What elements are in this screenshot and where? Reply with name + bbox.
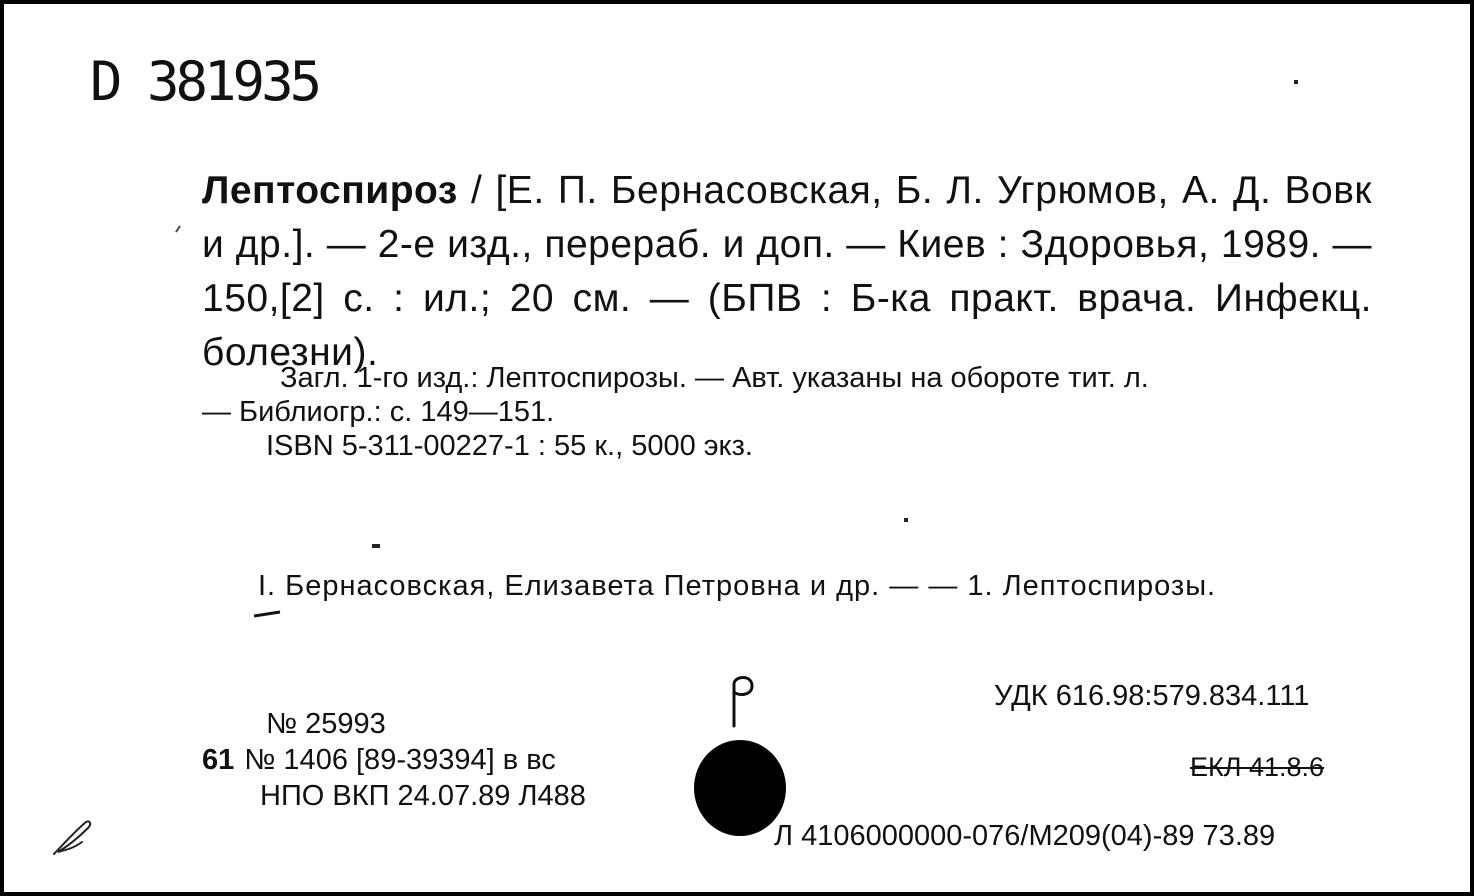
card-number: № 1406 [89-39394] в вс: [244, 744, 556, 776]
registration-number: № 25993: [266, 708, 386, 740]
isbn-line: ISBN 5-311-00227-1 : 55 к., 5000 экз.: [266, 430, 753, 462]
npo-stamp-line: НПО ВКП 24.07.89 Л488: [260, 780, 586, 812]
punch-hole: [694, 740, 786, 836]
udk-code: УДК 616.98:579.834.111: [994, 680, 1310, 712]
catalog-number: D 381935: [90, 50, 319, 113]
note-title-first-edition: Загл. 1-го изд.: Лептоспирозы. — Авт. указаны на обороте тит. л.: [280, 362, 1149, 394]
ekl-code: ЕКЛ 41.8.6: [1190, 752, 1325, 782]
main-bibliographic-entry: [202, 164, 1372, 380]
handwritten-p-mark: [722, 674, 758, 728]
note-bibliography: — Библиогр.: с. 149—151.: [202, 396, 555, 428]
tracings-line: I. Бернасовская, Елизавета Петровна и др. — — 1. Лептоспирозы.: [258, 570, 1217, 602]
book-title: Лептоспироз: [202, 169, 458, 212]
entry-statement: / [Е. П. Бернасовская, Б. Л. Угрюмов, А. Д. Вовк и др.]. — 2-е изд., перераб. и доп. — Киев : Здоровья, 1989. — 150,[2] с. : ил.; 20 см. — (БПВ : Б-ка практ. врача. Инфекц. болезни).: [202, 169, 1372, 374]
card-number-line: [202, 744, 556, 777]
pencil-scribble-icon: [52, 816, 96, 858]
publisher-index-code: Л 4106000000-076/М209(04)-89 73.89: [774, 820, 1276, 852]
card-number-prefix: 61: [202, 744, 235, 776]
